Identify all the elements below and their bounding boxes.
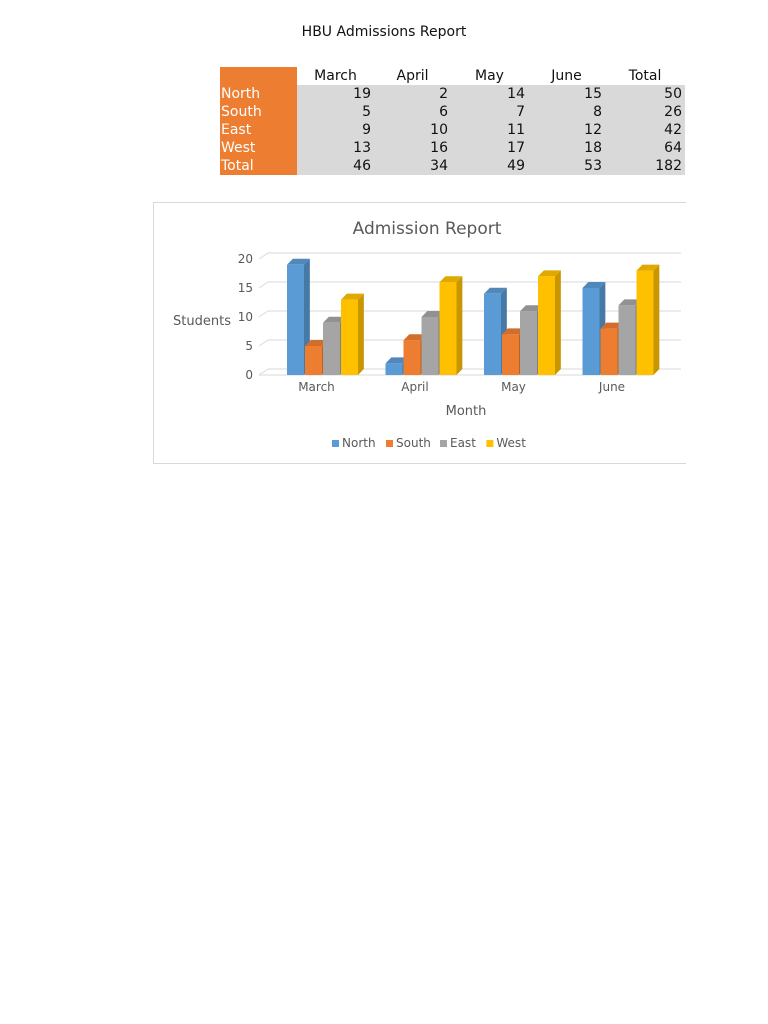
bar-north-may <box>484 294 501 375</box>
bar-north-march <box>287 265 304 375</box>
table-row <box>220 103 685 121</box>
bar-south-march <box>305 346 322 375</box>
y-tick-label: 20 <box>237 252 253 266</box>
bar-east-april <box>422 317 439 375</box>
table-row <box>220 139 685 157</box>
bar-west-may <box>538 276 555 375</box>
bar-south-june <box>601 329 618 375</box>
chart-title: Admission Report <box>352 219 502 239</box>
bar-east-june <box>619 305 636 375</box>
bar-east-march <box>323 323 340 375</box>
x-tick-label: June <box>598 380 626 394</box>
legend-swatch-west <box>486 440 493 447</box>
legend-swatch-east <box>440 440 447 447</box>
table-row <box>220 121 685 139</box>
table-cell: 5 <box>297 103 374 121</box>
bar-side <box>457 276 463 375</box>
chart-canvas <box>154 203 686 464</box>
table-corner-cell <box>220 67 297 85</box>
table-cell-grand-total: 182 <box>605 157 685 175</box>
bar-west-march <box>341 300 358 375</box>
row-label-north: North <box>220 85 297 103</box>
column-header-april: April <box>396 68 429 84</box>
table-cell: 7 <box>451 103 528 121</box>
table-cell-total: 64 <box>605 139 685 157</box>
table-cell: 6 <box>374 103 451 121</box>
y-tick-label: 10 <box>237 310 253 324</box>
table-cell: 17 <box>451 139 528 157</box>
column-header-june: June <box>551 68 582 84</box>
table-cell-total: 50 <box>605 85 685 103</box>
table-cell: 16 <box>374 139 451 157</box>
bar-south-may <box>502 334 519 375</box>
table-cell: 53 <box>528 157 605 175</box>
table-cell: 34 <box>374 157 451 175</box>
table-row <box>220 85 685 103</box>
table-cell: 49 <box>451 157 528 175</box>
table-cell: 15 <box>528 85 605 103</box>
report-title: HBU Admissions Report <box>301 24 467 40</box>
row-label-east: East <box>220 121 297 139</box>
bar-south-april <box>404 340 421 375</box>
table-cell: 11 <box>451 121 528 139</box>
row-label-west: West <box>220 139 297 157</box>
legend-label-east: East <box>450 436 476 450</box>
y-axis-title: Students <box>173 314 231 329</box>
gridline-depth <box>259 369 268 375</box>
legend-swatch-south <box>386 440 393 447</box>
table-cell: 9 <box>297 121 374 139</box>
legend-label-west: West <box>496 436 526 450</box>
bar-east-may <box>520 311 537 375</box>
column-header-march: March <box>314 68 357 84</box>
chart-plot <box>173 219 681 450</box>
bar-west-april <box>440 282 457 375</box>
gridline-depth <box>259 253 268 259</box>
admission-chart[interactable] <box>153 202 686 464</box>
y-tick-label: 5 <box>245 339 253 353</box>
bar-north-april <box>386 363 403 375</box>
table-cell: 2 <box>374 85 451 103</box>
table-cell: 19 <box>297 85 374 103</box>
table-cell: 13 <box>297 139 374 157</box>
column-header-total: Total <box>628 68 662 84</box>
table-cell: 8 <box>528 103 605 121</box>
table-cell: 46 <box>297 157 374 175</box>
table-cell: 14 <box>451 85 528 103</box>
legend-swatch-north <box>332 440 339 447</box>
bar-side <box>654 265 660 375</box>
x-tick-label: March <box>298 380 335 394</box>
bar-north-june <box>583 288 600 375</box>
x-axis-title: Month <box>445 404 487 419</box>
table-header-row <box>220 67 685 85</box>
column-header-may: May <box>475 68 504 84</box>
table-cell: 10 <box>374 121 451 139</box>
bar-west-june <box>637 271 654 375</box>
row-label-south: South <box>220 103 297 121</box>
gridline-depth <box>259 282 268 288</box>
bar-side <box>358 294 364 375</box>
row-label-total: Total <box>220 157 297 175</box>
gridline-depth <box>259 311 268 317</box>
y-tick-label: 15 <box>237 281 253 295</box>
table-row-total <box>220 157 685 175</box>
table-cell: 12 <box>528 121 605 139</box>
admissions-table <box>220 67 685 175</box>
legend-label-south: South <box>396 436 431 450</box>
table-cell: 18 <box>528 139 605 157</box>
bar-side <box>555 270 561 375</box>
table-cell-total: 42 <box>605 121 685 139</box>
table-cell-total: 26 <box>605 103 685 121</box>
gridline-depth <box>259 340 268 346</box>
y-tick-label: 0 <box>245 368 253 382</box>
legend-label-north: North <box>342 436 376 450</box>
x-tick-label: April <box>401 380 429 394</box>
x-tick-label: May <box>501 380 526 394</box>
